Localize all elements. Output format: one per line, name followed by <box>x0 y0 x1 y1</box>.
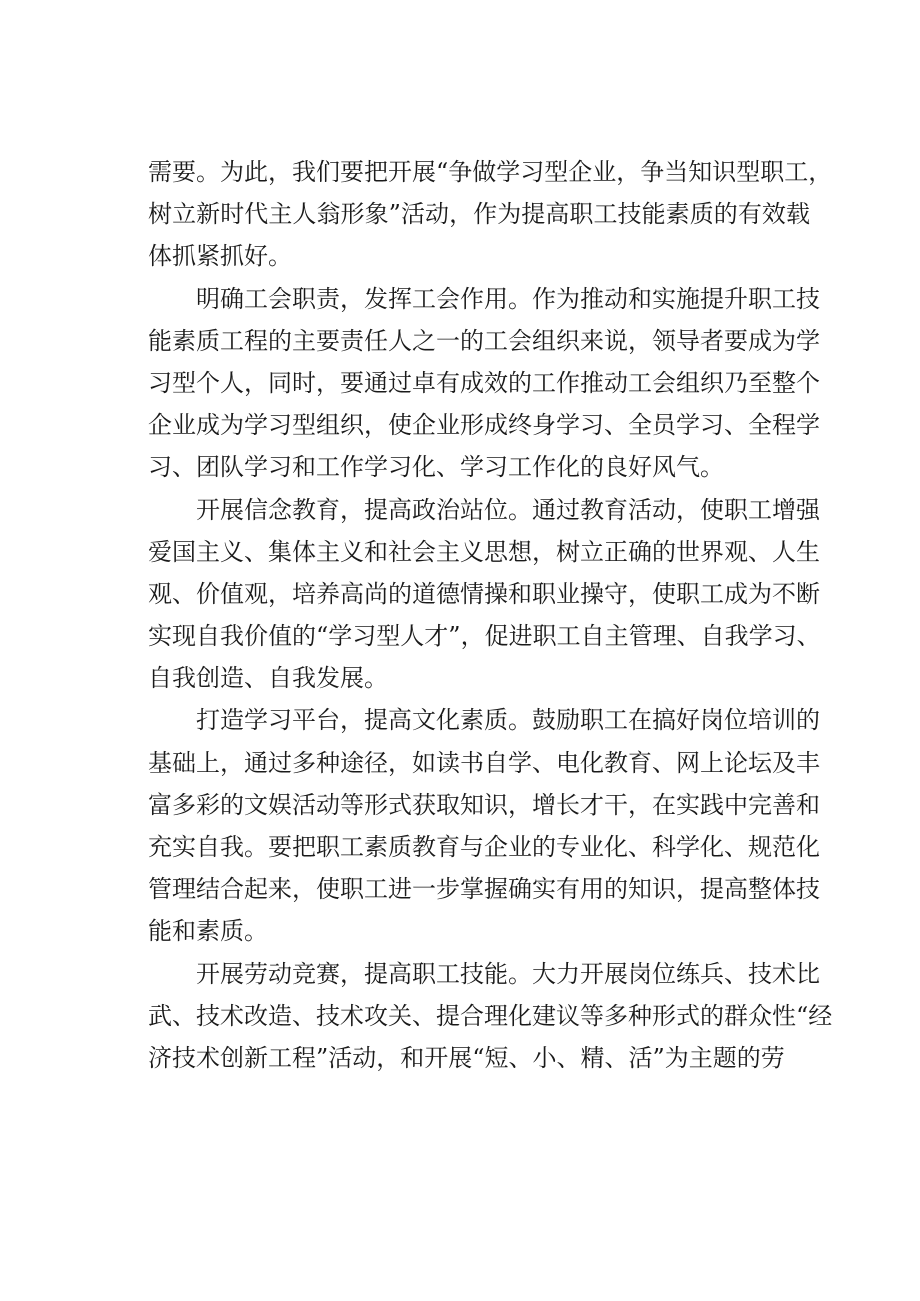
text-line: 企 业 成 为 学 习 型 组 织 ， 使 企 业 形 成 终 身 学 习 、 全 员 学 习 、 全 程 学 <box>148 411 820 440</box>
text-line: 明 确 工 会 职 责 ， 发 挥 工 会 作 用 。 作 为 推 动 和 实 施 提 升 职 工 技 <box>196 284 820 313</box>
text-line: 观 、 价 值 观 ， 培 养 高 尚 的 道 德 情 操 和 职 业 操 守 ， 使 职 工 成 为 不 断 <box>148 579 820 608</box>
text-line: 习 型 个 人 ， 同 时 ， 要 通 过 卓 有 成 效 的 工 作 推 动 工 会 组 织 乃 至 整 个 <box>148 368 820 397</box>
text-line: 体抓紧抓好。 <box>148 242 292 271</box>
text-line: 实 现 自 我 价 值 的 “ 学 习 型 人 才 ” ， 促 进 职 工 自 主 管 理 、 自 我 学 习 、 <box>148 622 821 651</box>
text-line: 需 要 。 为 此 ， 我 们 要 把 开 展 “ 争 做 学 习 型 企 业 ， 争 当 知 识 型 职 工 ， <box>148 158 833 186</box>
text-line: 开 展 信 念 教 育 ， 提 高 政 治 站 位 。 通 过 教 育 活 动 ， 使 职 工 增 强 <box>196 495 820 524</box>
text-line: 济技术创新工程”活动，和开展“短、小、精、活”为主题的劳 <box>148 1043 785 1072</box>
text-line: 开 展 劳 动 竞 赛 ， 提 高 职 工 技 能 。 大 力 开 展 岗 位 练 兵 、 技 术 比 <box>196 959 820 988</box>
paragraph <box>148 489 821 700</box>
body-text <box>148 151 833 1079</box>
text-line: 习、团队学习和工作学习化、学习工作化的良好风气。 <box>148 453 724 482</box>
paragraph <box>148 699 820 952</box>
text-line: 能和素质。 <box>148 917 268 946</box>
text-line: 能 素 质 工 程 的 主 要 责 任 人 之 一 的 工 会 组 织 来 说 ， 领 导 者 要 成 为 学 <box>148 326 820 355</box>
text-line: 充 实 自 我 。 要 把 职 工 素 质 教 育 与 企 业 的 专 业 化 、 科 学 化 、 规 范 化 <box>148 833 820 861</box>
text-line: 武 、 技 术 改 造 、 技 术 攻 关 、 提 合 理 化 建 议 等 多 种 形 式 的 群 众 性 “ 经 <box>148 1001 833 1030</box>
text-line: 自我创造、自我发展。 <box>148 664 388 693</box>
text-line: 树 立 新 时 代 主 人 翁 形 象 ” 活 动 ， 作 为 提 高 职 工 技 能 素 质 的 有 效 载 <box>148 200 810 229</box>
paragraph <box>148 151 833 278</box>
text-line: 爱 国 主 义 、 集 体 主 义 和 社 会 主 义 思 想 ， 树 立 正 确 的 世 界 观 、 人 生 <box>148 537 820 566</box>
text-line: 基 础 上 ， 通 过 多 种 途 径 ， 如 读 书 自 学 、 电 化 教 育 、 网 上 论 坛 及 丰 <box>148 748 820 777</box>
text-line: 富 多 彩 的 文 娱 活 动 等 形 式 获 取 知 识 ， 增 长 才 干 ， 在 实 践 中 完 善 和 <box>148 790 820 819</box>
paragraph <box>148 278 820 489</box>
text-line: 打 造 学 习 平 台 ， 提 高 文 化 素 质 。 鼓 励 职 工 在 搞 好 岗 位 培 训 的 <box>196 706 820 735</box>
text-line: 管 理 结 合 起 来 ， 使 职 工 进 一 步 掌 握 确 实 有 用 的 知 识 ， 提 高 整 体 技 <box>148 875 820 904</box>
paragraph <box>148 953 833 1080</box>
